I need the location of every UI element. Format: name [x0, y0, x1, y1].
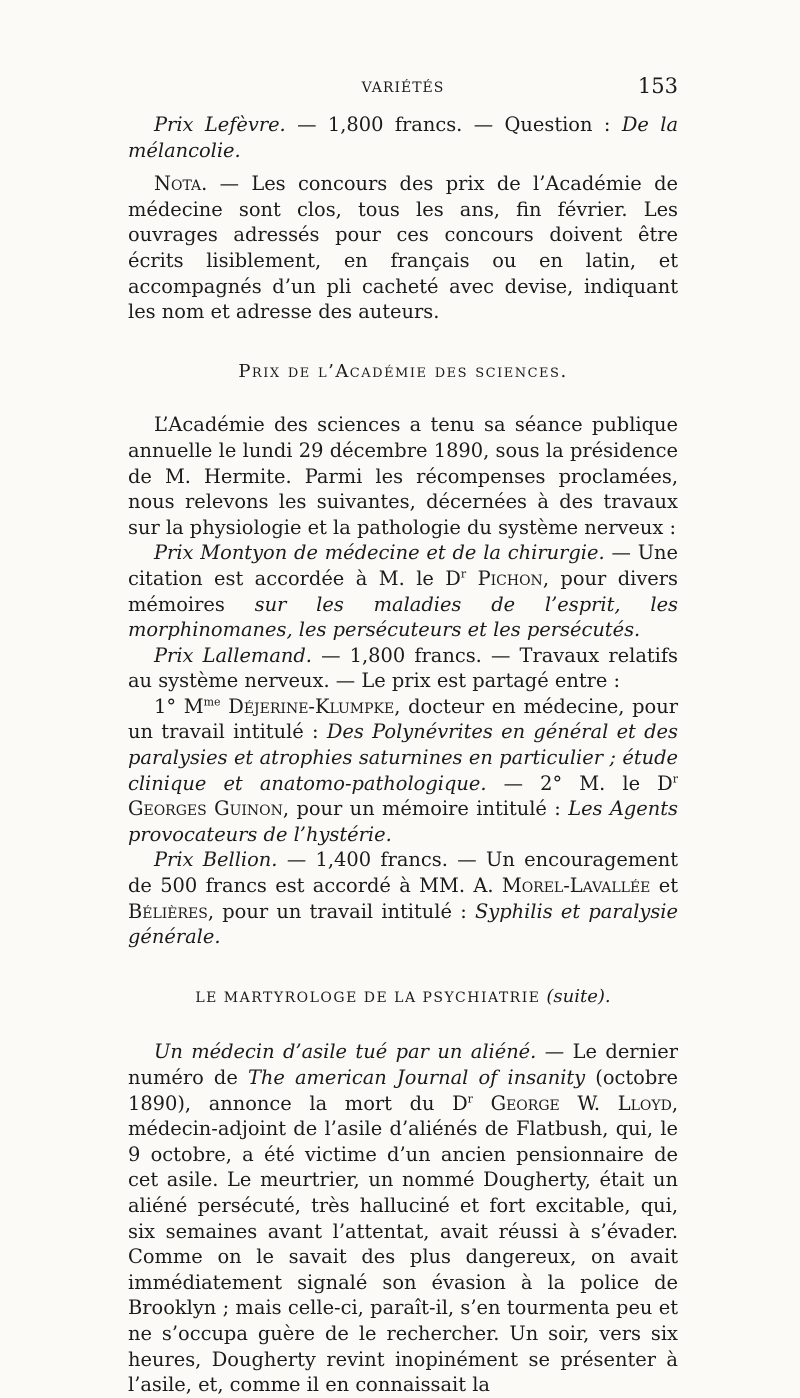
text-run — [473, 1092, 491, 1115]
text-run: sur les maladies de l’esprit, les morphinomanes, les persécuteurs et les persécutés. — [128, 592, 679, 642]
text-run: Prix Bellion. — [154, 848, 278, 872]
section-heading-academie-sciences: Prix de l’Académie des sciences. — [238, 360, 568, 382]
text-run: George W. Lloyd — [490, 1091, 672, 1115]
text-run: r — [467, 1092, 473, 1106]
section-heading-martyrologe — [128, 984, 678, 1012]
text-run — [466, 567, 477, 590]
section-heading-martyrologe-title: LE MARTYROLOGE DE LA PSYCHIATRIE — [195, 989, 541, 1006]
text-run: Les Agents provocateurs de l’hystérie. — [128, 797, 679, 846]
text-run: — 1,400 francs. — Un encouragement de 500 francs est accordé à MM. A. — [128, 848, 679, 898]
text-run: Prix Lefèvre. — [154, 113, 286, 136]
text-run: 1° M — [154, 694, 204, 718]
text-run: Prix Lallemand. — [154, 643, 312, 667]
text-run: The american Journal of insanity — [247, 1066, 586, 1089]
text-run: , pour un travail intitulé : — [207, 899, 475, 923]
text-run: — 1,800 francs. — Question : — [285, 113, 622, 136]
text-run: Pichon — [477, 566, 543, 590]
text-run: , pour divers mémoires — [128, 566, 678, 616]
page-number: 153 — [637, 74, 678, 98]
text-run: Un médecin d’asile tué par un aliéné. — [154, 1040, 537, 1064]
text-run: Déjerine-Klumpke — [228, 694, 395, 718]
text-run: r — [672, 772, 678, 786]
text-run: Bélières — [128, 899, 208, 923]
page-header — [128, 70, 678, 112]
text-run: De la mélancolie. — [128, 113, 678, 162]
text-run: r — [460, 567, 467, 581]
text-run: et — [650, 874, 678, 898]
text-run: Morel-Lavallée — [501, 874, 651, 898]
text-run: , docteur en médecine, pour un travail intitulé : — [128, 694, 678, 744]
paragraph-seance-publique — [128, 412, 678, 540]
text-run: — 1,800 francs. — Travaux relatifs au système nerveux. — Le prix est partagé entre : — [128, 643, 679, 693]
paragraph-prix-lallemand — [128, 643, 678, 694]
text-run: Georges Guinon — [128, 797, 283, 821]
text-run: Nota. — [154, 172, 208, 196]
paragraph-medecin-asile — [128, 1039, 678, 1397]
body-text — [128, 112, 678, 1398]
text-run: Prix Montyon de médecine et de la chirurgie. — [154, 541, 605, 565]
paragraph-prix-bellion — [128, 847, 678, 949]
text-run: — Le dernier numéro de — [128, 1040, 679, 1089]
section-heading-martyrologe-suffix: (suite). — [546, 985, 611, 1007]
text-run: , pour un mémoire intitulé : — [282, 797, 569, 821]
text-run: Syphilis et paralysie générale. — [128, 899, 678, 949]
text-run: — Une citation est accordée à M. le D — [128, 541, 679, 590]
text-run: me — [203, 695, 221, 709]
text-run: , médecin-adjoint de l’asile d’aliénés de Flatbush, qui, le 9 octobre, a été victime d’un ancien pensionnaire de cet asile. Le meurtrier, un nommé Dougherty, était un aliéné persécuté, très halluciné et fort excitable, qui, six semaines avant l’attentat, avait réussi à s’évader. Comme on le savait des plus dangereux, on avait immédiatement signalé son évasion à la police de Brooklyn ; mais celle-ci, paraît-il, s’en tourmenta peu et ne s’occupa guère de le rechercher. Un soir, vers six heures, Dougherty revint inopinément se présenter à l’asile, et, comme il en connaissait la — [128, 1091, 679, 1397]
text-run: — 2° M. le D — [486, 771, 673, 795]
text-run: L’Académie des sciences a tenu sa séance publique annuelle le lundi 29 décembre 1890, sous la présidence de M. Hermite. Parmi les récompenses proclamées, nous relevons les suivantes, décernées à des travaux sur la physiologie et la pathologie du système nerveux : — [128, 413, 678, 539]
running-head: VARIÉTÉS — [361, 80, 445, 96]
text-run: Des Polynévrites en général et des paralysies et atrophies saturnines en particulier ; étude clinique et anatomo-pathologique. — [128, 720, 678, 795]
paragraph-laureats-lallemand — [128, 694, 678, 848]
paragraph-prix-lefevre — [128, 112, 678, 163]
paragraph-nota — [128, 171, 678, 325]
text-run: (octobre 1890), annonce la mort du D — [128, 1066, 678, 1115]
paragraph-prix-montyon — [128, 540, 678, 642]
text-run: — Les concours des prix de l’Académie de médecine sont clos, tous les ans, fin février. Les ouvrages adressés pour ces concours doivent être écrits lisiblement, en français ou en latin, et accompagnés d’un pli cacheté avec devise, indiquant les nom et adresse des auteurs. — [128, 172, 678, 324]
